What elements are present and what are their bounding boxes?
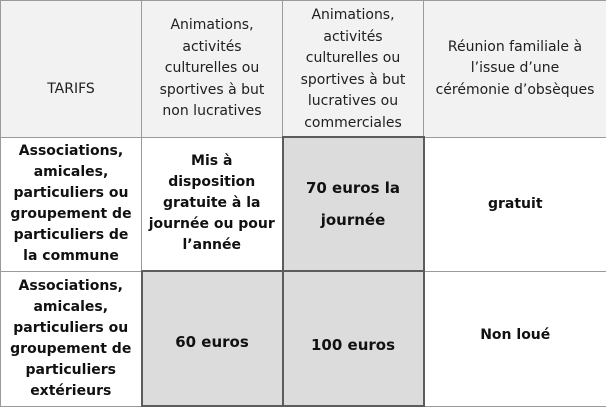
row-label-text: Associations, amicales, particuliers ou groupement de particuliers de la commune — [10, 143, 131, 264]
cell-value: 60 euros — [175, 333, 249, 351]
table-row-commune — [1, 137, 606, 271]
column-header-label: Animations, activités culturelles ou sportives à but lucratives ou commerciales — [301, 7, 406, 131]
header-row — [1, 1, 606, 138]
column-header-lucrative — [283, 1, 424, 138]
corner-label: TARIFS — [47, 81, 95, 97]
cell-value: gratuit — [488, 196, 543, 212]
cell-commune-non-lucrative — [142, 137, 283, 271]
row-label-commune — [1, 137, 142, 271]
corner-cell-tarifs — [1, 1, 142, 138]
cell-exterieurs-non-lucrative — [142, 271, 283, 406]
row-label-exterieurs — [1, 271, 142, 406]
column-header-label: Réunion familiale à l’issue d’une cérémonie d’obsèques — [436, 39, 595, 98]
row-label-text: Associations, amicales, particuliers ou groupement de particuliers extérieurs — [10, 278, 131, 399]
cell-value: 70 euros la journée — [306, 179, 400, 229]
cell-exterieurs-lucrative — [283, 271, 424, 406]
cell-exterieurs-funeral — [424, 271, 606, 406]
cell-value: Non loué — [480, 327, 550, 343]
cell-commune-funeral — [424, 137, 606, 271]
cell-commune-lucrative — [283, 137, 424, 271]
table-row-exterieurs — [1, 271, 606, 406]
column-header-label: Animations, activités culturelles ou sportives à but non lucratives — [160, 17, 265, 119]
cell-value: 100 euros — [311, 336, 395, 354]
cell-value: Mis à disposition gratuite à la journée ou pour l’année — [149, 153, 275, 253]
column-header-non-lucrative — [142, 1, 283, 138]
column-header-funeral — [424, 1, 606, 138]
